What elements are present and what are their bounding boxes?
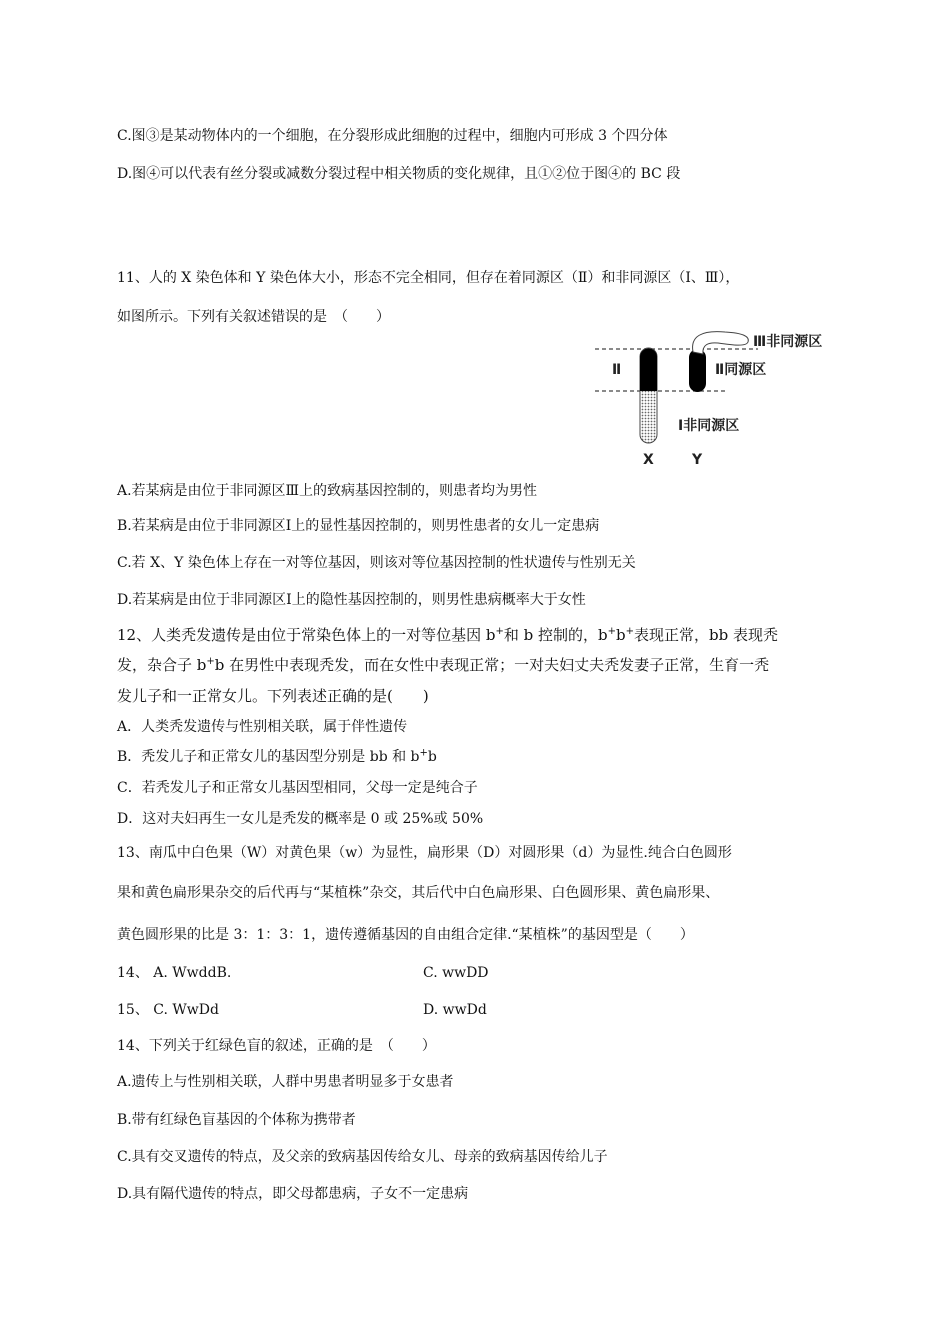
option-a-q14: A.遗传上与性别相关联，人群中男患者明显多于女患者 xyxy=(117,1074,454,1090)
y-non-homologous-region-iii xyxy=(693,332,749,354)
question-14-stem: 14、下列关于红绿色盲的叙述，正确的是 （ ） xyxy=(117,1038,436,1054)
label-y: Y xyxy=(692,452,703,468)
option-a-q12: A．人类秃发遗传与性别相关联，属于伴性遗传 xyxy=(117,719,408,735)
option-c-q12: C．若秃发儿子和正常女儿基因型相同，父母一定是纯合子 xyxy=(117,780,478,796)
question-12-stem-line2: 发，杂合子 b+b 在男性中表现秃发，而在女性中表现正常；一对夫妇丈夫秃发妻子正常，生育一秃 xyxy=(117,656,770,674)
option-b-q12: B．秃发儿子和正常女儿的基因型分别是 bb 和 b+b xyxy=(117,747,437,765)
question-12-stem-line3: 发儿子和一正常女儿。下列表述正确的是( ) xyxy=(117,687,429,705)
label-region-ii: Ⅱ同源区 xyxy=(715,362,767,378)
option-row-1-right: C. wwDD xyxy=(423,965,489,981)
option-d-q14: D.具有隔代遗传的特点，即父母都患病，子女不一定患病 xyxy=(117,1186,469,1202)
option-row-2-right: D. wwDd xyxy=(423,1002,487,1018)
option-d-q12: D．这对夫妇再生一女儿是秃发的概率是 0 或 25%或 50% xyxy=(117,811,484,827)
label-region-iii: Ⅲ非同源区 xyxy=(753,334,823,350)
option-b-q11: B.若某病是由位于非同源区Ⅰ上的显性基因控制的，则男性患者的女儿一定患病 xyxy=(117,518,600,534)
question-12-stem-line1: 12、人类秃发遗传是由位于常染色体上的一对等位基因 b+和 b 控制的，b+b+表现正常，bb 表现秃 xyxy=(117,626,778,644)
option-row-2-left: 15、 C. WwDd xyxy=(117,1002,219,1018)
x-homologous-region xyxy=(640,349,657,392)
option-c-q14: C.具有交叉遗传的特点，及父亲的致病基因传给女儿、母亲的致病基因传给儿子 xyxy=(117,1149,608,1165)
question-13-stem-line1: 13、南瓜中白色果（W）对黄色果（w）为显性，扁形果（D）对圆形果（d）为显性.纯合白色圆形 xyxy=(117,845,732,861)
question-13-stem-line3: 黄色圆形果的比是 3：1：3：1，遗传遵循基因的自由组合定律.“某植株”的基因型是（ ） xyxy=(117,927,694,943)
xy-chromosome-diagram xyxy=(590,318,880,478)
option-c-q11: C.若 X、Y 染色体上存在一对等位基因，则该对等位基因控制的性状遗传与性别无关 xyxy=(117,555,636,571)
question-13-stem-line2: 果和黄色扁形果杂交的后代再与“某植株”杂交，其后代中白色扁形果、白色圆形果、黄色扁形果、 xyxy=(117,885,720,901)
option-d-q11: D.若某病是由位于非同源区Ⅰ上的隐性基因控制的，则男性患病概率大于女性 xyxy=(117,592,586,608)
option-b-q14: B.带有红绿色盲基因的个体称为携带者 xyxy=(117,1112,356,1128)
question-11-stem-line2: 如图所示。下列有关叙述错误的是 （ ） xyxy=(117,309,390,325)
option-d-q10: D.图④可以代表有丝分裂或减数分裂过程中相关物质的变化规律，且①②位于图④的 BC 段 xyxy=(117,166,681,182)
y-chromosome xyxy=(689,349,706,392)
option-a-q11: A.若某病是由位于非同源区Ⅲ上的致病基因控制的，则患者均为男性 xyxy=(117,483,538,499)
option-c-q10: C.图③是某动物体内的一个细胞，在分裂形成此细胞的过程中，细胞内可形成 3 个四分体 xyxy=(117,128,668,144)
label-left-ii: Ⅱ xyxy=(612,362,622,378)
question-11-stem-line1: 11、人的 X 染色体和 Y 染色体大小，形态不完全相同，但存在着同源区（Ⅱ）和非同源区（Ⅰ、Ⅲ）， xyxy=(117,270,740,286)
option-row-1-left: 14、 A. WwddB. xyxy=(117,965,232,981)
label-region-i: Ⅰ非同源区 xyxy=(678,418,740,434)
label-x: X xyxy=(643,452,654,468)
